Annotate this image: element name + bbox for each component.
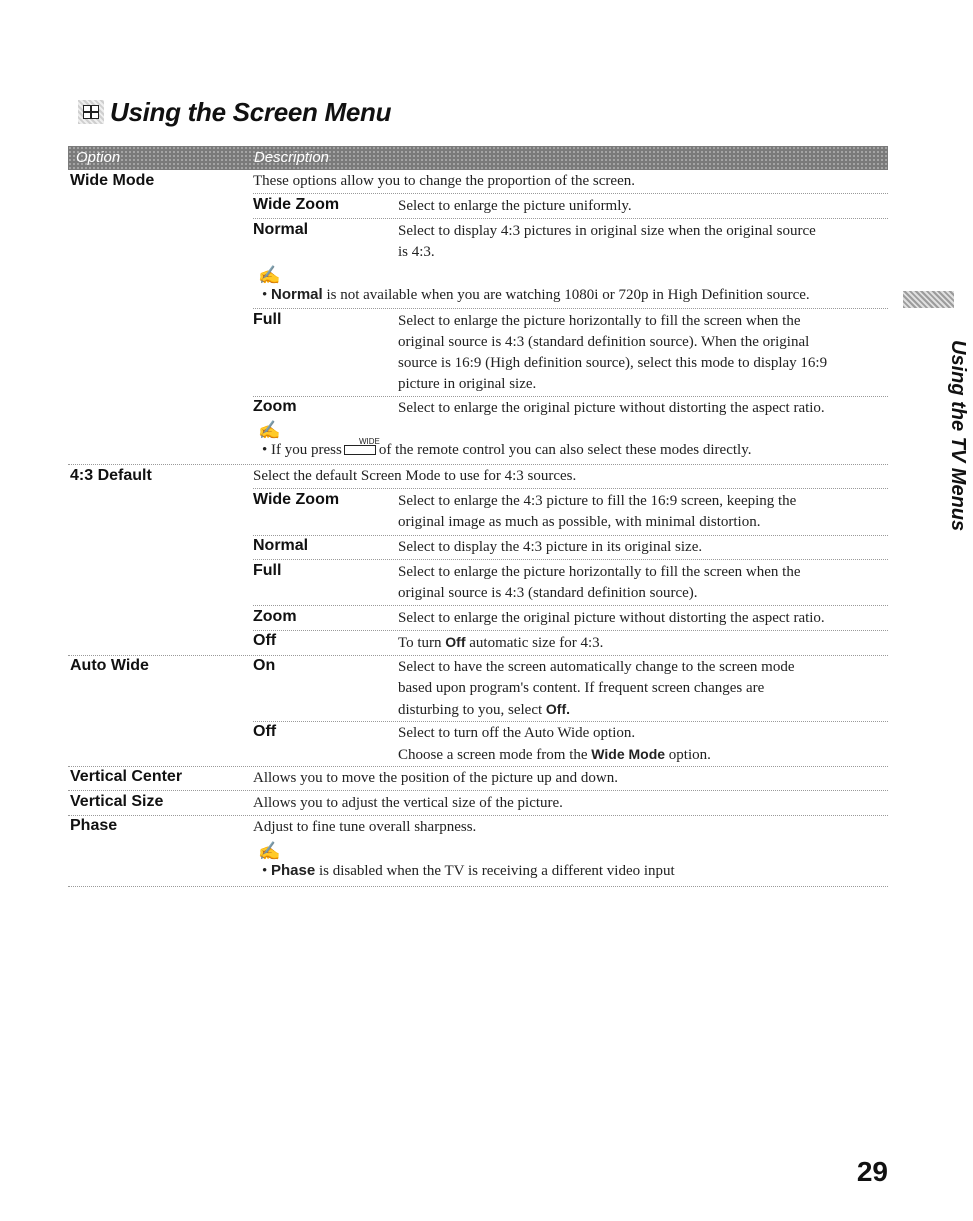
side-tab-label: Using the TV Menus [947, 340, 969, 532]
default-43-sub-zoom: Zoom [253, 608, 297, 625]
wide-mode-sub-wide-zoom: Wide Zoom [253, 196, 340, 213]
wide-mode-description: These options allow you to change the proportion of the screen. [253, 173, 635, 189]
normal-description-line-1: Select to display 4:3 pictures in original size when the original source [398, 223, 816, 239]
default-43-sub-off: Off [253, 632, 277, 649]
page-number: 29 [856, 1156, 888, 1187]
default-43-sub-full: Full [253, 562, 282, 579]
zoom-description: Select to enlarge the original picture without distorting the aspect ratio. [398, 400, 825, 416]
note-pencil-icon: ✍ [258, 841, 281, 861]
vertical-size-description: Allows you to adjust the vertical size of the picture. [253, 795, 563, 811]
option-vertical-size: Vertical Size [70, 793, 164, 810]
note-wide-button: • If you press of the remote control you can also select these modes directly. [262, 442, 752, 458]
note-normal-unavailable: • Normal is not available when you are watching 1080i or 720p in High Definition source. [262, 286, 810, 303]
full-description-line-2: original source is 4:3 (standard definition source). When the original [398, 334, 810, 350]
screen-menu-icon [78, 100, 104, 124]
full-description-line-4: picture in original size. [398, 376, 537, 392]
wide-zoom-description: Select to enlarge the picture uniformly. [398, 198, 632, 214]
wide-mode-sub-full: Full [253, 311, 282, 328]
option-4-3-default: 4:3 Default [70, 467, 152, 484]
auto-wide-off-line-2: Choose a screen mode from the Wide Mode option. [398, 746, 711, 763]
note-pencil-icon: ✍ [258, 265, 281, 285]
column-header-option: Option [76, 149, 121, 166]
option-phase: Phase [70, 817, 118, 834]
wide-mode-sub-normal: Normal [253, 221, 309, 238]
default-43-zoom-description: Select to enlarge the original picture without distorting the aspect ratio. [398, 610, 825, 626]
default-43-sub-normal: Normal [253, 537, 309, 554]
note-bold-normal: Normal [271, 286, 323, 303]
option-auto-wide: Auto Wide [70, 657, 149, 674]
auto-wide-sub-off: Off [253, 723, 277, 740]
wide-button-label: WIDE [359, 437, 380, 446]
default-43-normal-description: Select to display the 4:3 picture in its original size. [398, 539, 703, 555]
note-bold-phase: Phase [271, 862, 316, 879]
wide-mode-sub-zoom: Zoom [253, 398, 297, 415]
note-phase-disabled: • Phase is disabled when the TV is receiving a different video input [262, 862, 675, 879]
default-43-full-line-1: Select to enlarge the picture horizontally to fill the screen when the [398, 564, 801, 580]
column-header-description: Description [254, 149, 330, 166]
normal-description-line-2: is 4:3. [398, 244, 435, 260]
phase-description: Adjust to fine tune overall sharpness. [253, 819, 477, 835]
page-title: Using the Screen Menu [110, 96, 392, 127]
auto-wide-off-line-1: Select to turn off the Auto Wide option. [398, 725, 636, 741]
option-vertical-center: Vertical Center [70, 768, 183, 785]
note-pencil-icon: ✍ [258, 420, 281, 440]
auto-wide-on-line-1: Select to have the screen automatically change to the screen mode [398, 659, 795, 675]
default-43-description: Select the default Screen Mode to use for 4:3 sources. [253, 468, 577, 484]
full-description-line-3: source is 16:9 (High definition source), select this mode to display 16:9 [398, 355, 828, 371]
default-43-off-description: To turn Off automatic size for 4:3. [398, 634, 604, 651]
auto-wide-on-line-3: disturbing to you, select Off. [398, 701, 571, 718]
auto-wide-on-line-2: based upon program's content. If frequent screen changes are [398, 680, 765, 696]
default-43-wide-zoom-line-1: Select to enlarge the 4:3 picture to fill the 16:9 screen, keeping the [398, 493, 797, 509]
wide-button-icon [344, 445, 376, 455]
default-43-sub-wide-zoom: Wide Zoom [253, 491, 340, 508]
table-header [68, 146, 888, 170]
option-wide-mode: Wide Mode [70, 172, 155, 189]
note-normal-text: is not available when you are watching 1080i or 720p in High Definition source. [322, 287, 810, 303]
auto-wide-sub-on: On [253, 657, 276, 674]
default-43-wide-zoom-line-2: original image as much as possible, with minimal distortion. [398, 514, 761, 530]
side-tab-marker [903, 291, 954, 308]
full-description-line-1: Select to enlarge the picture horizontally to fill the screen when the [398, 313, 801, 329]
default-43-full-line-2: original source is 4:3 (standard definition source). [398, 585, 698, 601]
page-heading [78, 92, 391, 132]
vertical-center-description: Allows you to move the position of the picture up and down. [253, 770, 618, 786]
